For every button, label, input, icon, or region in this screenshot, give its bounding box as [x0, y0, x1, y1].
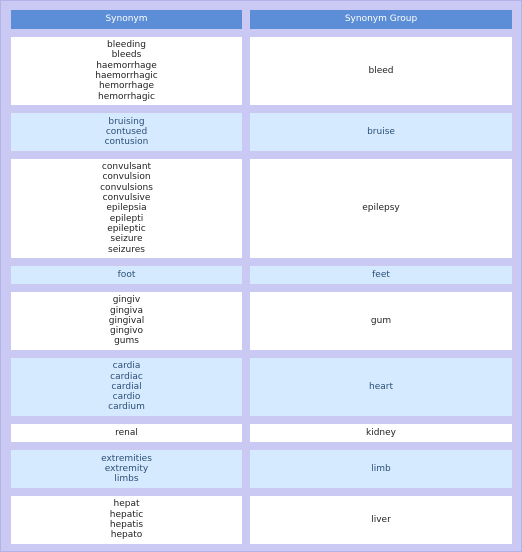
synonym-term: hemorrhagic	[98, 91, 155, 102]
synonym-group-label: epilepsy	[362, 203, 400, 214]
synonym-group-cell	[250, 358, 512, 416]
synonym-group-label: limb	[371, 463, 391, 474]
synonym-term: epilepti	[109, 213, 144, 224]
synonym-term: convulsion	[102, 172, 151, 183]
synonym-cell	[11, 358, 242, 416]
synonym-term: extremity	[104, 463, 149, 474]
synonym-term: haemorrhagic	[95, 71, 158, 81]
synonym-term: foot	[117, 269, 136, 280]
synonym-group-cell	[250, 424, 512, 442]
synonym-group-label: bleed	[368, 65, 394, 76]
synonym-term: hemorrhage	[98, 81, 155, 92]
synonym-term: gingival	[108, 315, 145, 326]
synonym-term: hepatic	[109, 509, 144, 520]
synonym-cell	[11, 37, 242, 105]
synonym-term: extremities	[101, 453, 152, 464]
synonym-term: hepatis	[109, 520, 144, 530]
synonym-term: cardium	[108, 402, 145, 413]
synonym-term: cardial	[111, 381, 142, 392]
synonym-group-cell	[250, 496, 512, 544]
synonym-cell	[11, 292, 242, 350]
synonym-term: epileptic	[107, 223, 146, 234]
synonym-term: convulsant	[101, 162, 152, 173]
synonym-term: bleeding	[107, 40, 146, 51]
synonym-group-cell	[250, 113, 512, 151]
synonym-cell	[11, 496, 242, 544]
synonym-group-cell	[250, 292, 512, 350]
synonym-group-label: heart	[369, 381, 393, 392]
synonym-group-cell	[250, 266, 512, 284]
synonym-term: seizure	[110, 234, 143, 245]
synonym-cell	[11, 450, 242, 488]
synonym-term: haemorrhage	[96, 60, 157, 71]
synonym-term: gingiv	[112, 295, 141, 306]
synonym-term: epilepsia	[106, 203, 147, 214]
synonym-term: contused	[105, 126, 148, 137]
synonym-group-cell	[250, 37, 512, 105]
synonym-term: cardio	[112, 392, 141, 403]
synonym-group-label: liver	[371, 514, 391, 525]
synonym-group-cell	[250, 159, 512, 258]
synonym-group-label: kidney	[366, 427, 396, 438]
synonym-cell	[11, 424, 242, 442]
synonym-term: renal	[115, 427, 138, 438]
synonym-term: convulsive	[102, 193, 151, 204]
synonym-term: bleeds	[111, 50, 142, 61]
synonym-cell	[11, 266, 242, 284]
header-synonym: Synonym	[11, 10, 242, 29]
synonym-term: gingivo	[110, 326, 143, 337]
synonym-term: hepat	[113, 499, 140, 510]
synonym-group-label: bruise	[367, 126, 395, 137]
synonym-term: seizures	[108, 244, 145, 255]
synonym-group-label: feet	[372, 269, 390, 280]
synonym-term: hepato	[110, 530, 143, 541]
synonym-term: gums	[114, 336, 139, 347]
synonym-term: cardia	[112, 361, 141, 372]
header-synonym-group: Synonym Group	[250, 10, 512, 29]
synonym-group-cell	[250, 450, 512, 488]
synonym-cell	[11, 113, 242, 151]
synonym-term: gingiva	[110, 305, 143, 316]
synonym-cell	[11, 159, 242, 258]
synonym-term: contusion	[104, 137, 149, 148]
synonym-term: convulsions	[100, 182, 153, 193]
synonym-group-label: gum	[370, 315, 392, 326]
synonym-term: limbs	[114, 474, 139, 485]
synonym-term: cardiac	[110, 371, 143, 382]
synonym-term: bruising	[108, 116, 145, 127]
